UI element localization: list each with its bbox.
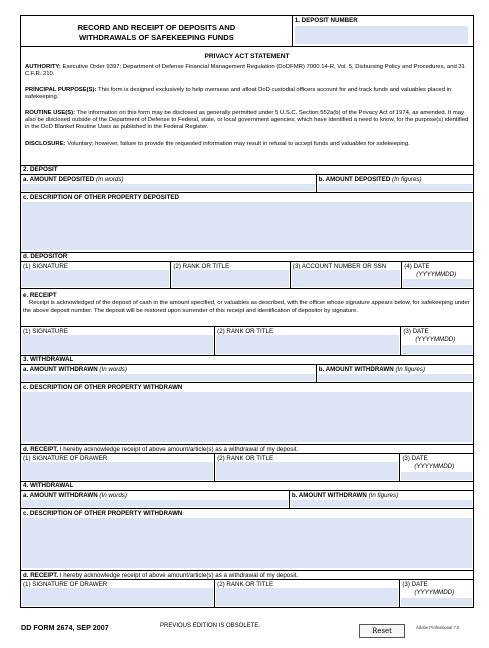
privacy-act-statement xyxy=(21,47,473,166)
deposit-receipt-row xyxy=(21,327,473,356)
withdrawal-2-figures-label: b. AMOUNT WITHDRAWN xyxy=(291,492,367,499)
depositor-account-input[interactable] xyxy=(292,270,401,287)
reset-button[interactable]: Reset xyxy=(359,624,405,638)
officer-signature-label: (1) SIGNATURE xyxy=(23,328,68,335)
privacy-heading: PRIVACY ACT STATEMENT xyxy=(204,53,290,60)
property-deposited-label: c. DESCRIPTION OF OTHER PROPERTY DEPOSITED xyxy=(23,194,179,201)
purpose-text: This form is designed exclusively to help overseas and afloat DoD custodial officers account for and track funds and valuables placed in safekeeping. xyxy=(25,87,452,100)
withdrawal-1-signature-label: (1) SIGNATURE OF DRAWER xyxy=(23,455,108,462)
withdrawal-2-rank-input[interactable] xyxy=(216,588,398,606)
withdrawal-1-receipt-line xyxy=(21,445,473,453)
officer-date-format: (YYYYMMDD) xyxy=(415,336,456,343)
withdrawal-1-date-input[interactable] xyxy=(401,472,472,480)
disclosure-text: Voluntary; however, failure to provide the requested information may result in refusal to accept funds and valuables for safekeeping. xyxy=(65,141,410,147)
withdrawal-1-date-format: (YYYYMMDD) xyxy=(414,463,455,470)
amount-deposited-row xyxy=(21,175,473,193)
amount-deposited-figures-label: b. AMOUNT DEPOSITED xyxy=(318,176,391,183)
amount-deposited-figures-cell xyxy=(317,175,473,192)
withdrawal-2-signature-input[interactable] xyxy=(22,588,213,606)
withdrawal-1-property-label: c. DESCRIPTION OF OTHER PROPERTY WITHDRAWN xyxy=(23,384,183,391)
adobe-version: Adobe Professional 7.0 xyxy=(416,625,460,630)
depositor-label: d. DEPOSITOR xyxy=(23,253,68,260)
withdrawal-2-date-format: (YYYYMMDD) xyxy=(414,589,455,596)
header-row xyxy=(21,16,473,47)
routine-use-label: ROUTINE USE(S): xyxy=(25,110,76,116)
officer-signature-cell xyxy=(21,327,215,355)
depositor-date-cell xyxy=(402,262,473,288)
authority-paragraph xyxy=(21,64,473,87)
form-body xyxy=(20,15,474,608)
depositor-rank-label: (2) RANK OR TITLE xyxy=(173,263,230,270)
depositor-rank-input[interactable] xyxy=(172,270,288,287)
disclosure-paragraph xyxy=(21,141,473,148)
withdrawal-1-in-figures-hint: (In figures) xyxy=(393,366,426,373)
withdrawal-1-in-words-hint: (In words) xyxy=(97,366,127,373)
withdrawal-2-property-cell xyxy=(21,509,473,570)
withdrawal-2-figures-cell xyxy=(290,491,473,508)
withdrawal-2-rank-cell xyxy=(215,580,400,607)
property-deposited-row xyxy=(21,193,473,253)
withdrawal-2-heading: 4. WITHDRAWAL xyxy=(21,482,473,491)
officer-rank-cell xyxy=(215,327,401,355)
depositor-date-input[interactable] xyxy=(403,279,472,287)
withdrawal-2-signature-cell xyxy=(21,580,215,607)
withdrawal-2-figures-input[interactable] xyxy=(291,500,472,507)
withdrawal-2-property-label: c. DESCRIPTION OF OTHER PROPERTY WITHDRAWN xyxy=(23,510,183,517)
officer-rank-label: (2) RANK OR TITLE xyxy=(217,328,274,335)
amount-deposited-words-cell xyxy=(21,175,317,192)
title-line-1: RECORD AND RECEIPT OF DEPOSITS AND xyxy=(77,23,236,32)
withdrawal-1-receipt-text: I hereby acknowledge receipt of above amount/article(s) as a withdrawal of my deposit. xyxy=(58,446,299,453)
withdrawal-1-words-input[interactable] xyxy=(22,374,315,381)
form-title xyxy=(21,16,293,46)
routine-use-paragraph xyxy=(21,110,473,141)
officer-date-cell xyxy=(401,327,473,355)
withdrawal-2-date-input[interactable] xyxy=(401,598,472,606)
withdrawal-2-property-input[interactable] xyxy=(22,518,472,568)
withdrawal-1-rank-label: (2) RANK OR TITLE xyxy=(217,455,274,462)
officer-signature-input[interactable] xyxy=(22,335,213,354)
withdrawal-2-receipt-line xyxy=(21,571,473,579)
obsolete-notice: PREVIOUS EDITION IS OBSOLETE. xyxy=(160,623,261,629)
deposit-receipt-text: Receipt is acknowledged of the deposit of cash in the amount specified, or valuables as described, with the officer whose signature appears below, for safekeeping under the above deposit number. The deposit will be restored upon surrender of this receipt and identification of depositor by signature. xyxy=(23,300,470,314)
withdrawal-2-words-input[interactable] xyxy=(22,500,288,507)
amount-deposited-words-label: a. AMOUNT DEPOSITED xyxy=(23,176,95,183)
depositor-date-label: (4) DATE xyxy=(404,263,430,270)
deposit-number-label: 1. DEPOSIT NUMBER xyxy=(294,17,358,24)
deposit-receipt-block xyxy=(21,289,473,327)
depositor-signature-label: (1) SIGNATURE xyxy=(23,263,68,270)
withdrawal-2-in-figures-hint: (In figures) xyxy=(366,492,399,499)
withdrawal-1-property-input[interactable] xyxy=(22,392,472,442)
in-words-hint: (In words) xyxy=(94,176,124,183)
depositor-signature-input[interactable] xyxy=(22,270,169,287)
withdrawal-1-figures-input[interactable] xyxy=(318,374,472,381)
withdrawal-1-words-label: a. AMOUNT WITHDRAWN xyxy=(23,366,98,373)
withdrawal-1-date-cell xyxy=(400,454,473,481)
property-deposited-cell xyxy=(21,193,473,252)
withdrawal-1-property-row xyxy=(21,383,473,445)
withdrawal-2-rank-label: (2) RANK OR TITLE xyxy=(217,581,274,588)
withdrawal-1-date-label: (3) DATE xyxy=(402,455,428,462)
deposit-number-cell xyxy=(293,16,473,46)
form-footer xyxy=(20,622,474,638)
withdrawal-1-signature-input[interactable] xyxy=(22,462,213,480)
depositor-rank-cell xyxy=(171,262,290,288)
disclosure-label: DISCLOSURE: xyxy=(25,141,66,147)
withdrawal-2-in-words-hint: (In words) xyxy=(97,492,127,499)
withdrawal-2-words-cell xyxy=(21,491,290,508)
officer-rank-input[interactable] xyxy=(216,335,399,354)
amount-deposited-words-input[interactable] xyxy=(22,184,315,191)
withdrawal-1-rank-input[interactable] xyxy=(216,462,398,480)
form-id: DD FORM 2674, SEP 2007 xyxy=(21,623,109,632)
withdrawal-1-words-cell xyxy=(21,365,317,382)
withdrawal-2-words-label: a. AMOUNT WITHDRAWN xyxy=(23,492,98,499)
routine-use-text: The information on this form may be disclosed as generally permitted under 5 U.S.C. Section 552a(b) of the Privacy Act of 1974, as amended. It may also be disclosed outside of the Department of Defense to Federal, state, or local government agencies, which have identified a need to know, for the purpose(s) identified in the DoD Blanket Routine Uses as published in the Federal Register. xyxy=(25,110,469,130)
withdrawal-1-heading: 3. WITHDRAWAL xyxy=(21,356,473,365)
withdrawal-1-amount-row xyxy=(21,365,473,383)
withdrawal-1-receipt-label: d. RECEIPT. xyxy=(23,446,59,453)
title-line-2: WITHDRAWALS OF SAFEKEEPING FUNDS xyxy=(78,33,234,42)
depositor-account-cell xyxy=(291,262,403,288)
deposit-receipt-label: e. RECEIPT xyxy=(23,292,57,299)
deposit-section-heading: 2. DEPOSIT xyxy=(21,166,473,175)
officer-date-label: (3) DATE xyxy=(403,328,429,335)
withdrawal-2-receipt-label: d. RECEIPT. xyxy=(23,572,59,579)
amount-deposited-figures-input[interactable] xyxy=(318,184,472,191)
withdrawal-1-figures-label: b. AMOUNT WITHDRAWN xyxy=(318,366,394,373)
withdrawal-2-amount-row xyxy=(21,491,473,509)
property-deposited-input[interactable] xyxy=(22,202,472,250)
withdrawal-2-signature-label: (1) SIGNATURE OF DRAWER xyxy=(23,581,108,588)
withdrawal-1-figures-cell xyxy=(317,365,473,382)
withdrawal-2-receipt-text: I hereby acknowledge receipt of above amount/article(s) as a withdrawal of my deposit. xyxy=(58,572,299,579)
purpose-label: PRINCIPAL PURPOSE(S): xyxy=(25,87,97,93)
withdrawal-1-signature-cell xyxy=(21,454,215,481)
officer-date-input[interactable] xyxy=(402,345,472,354)
withdrawal-2-property-row xyxy=(21,509,473,571)
withdrawal-2-date-cell xyxy=(400,580,473,607)
purpose-paragraph xyxy=(21,87,473,110)
withdrawal-1-rank-cell xyxy=(215,454,400,481)
withdrawal-2-signature-row xyxy=(21,579,473,607)
depositor-row xyxy=(21,261,473,289)
authority-text: Executive Order 9397; Department of Defense Financial Management Regulation (DoDFMR) 7000.14-R, Vol. 5, Disbursing Policy and Procedures, and 31 C.F.R. 210. xyxy=(25,64,465,77)
authority-label: AUTHORITY: xyxy=(25,64,61,70)
depositor-date-format: (YYYYMMDD) xyxy=(416,271,457,278)
deposit-number-input[interactable] xyxy=(295,26,468,44)
withdrawal-1-signature-row xyxy=(21,453,473,482)
depositor-signature-cell xyxy=(21,262,171,288)
withdrawal-2-date-label: (3) DATE xyxy=(402,581,428,588)
withdrawal-1-property-cell xyxy=(21,383,473,444)
in-figures-hint: (In figures) xyxy=(390,176,422,183)
depositor-account-label: (3) ACCOUNT NUMBER OR SSN xyxy=(292,263,387,270)
